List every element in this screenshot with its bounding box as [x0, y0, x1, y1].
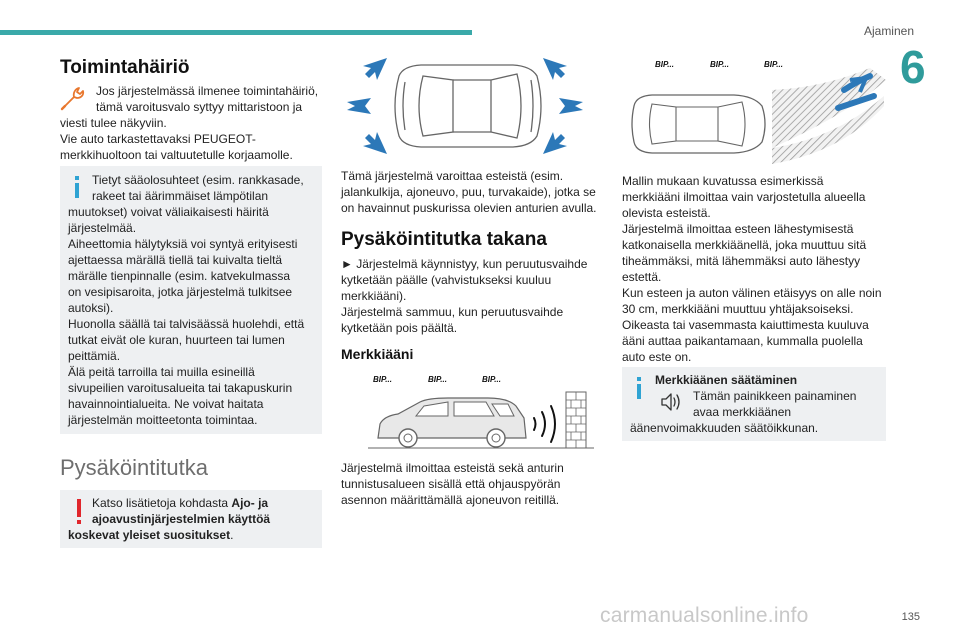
page-number: 135 [901, 611, 920, 623]
info-line: Tietyt sääolosuhteet (esim. rankkasade, [92, 173, 304, 187]
warning-icon [77, 499, 81, 517]
service-wrench-icon [59, 84, 89, 112]
info-line: on vesipisaroita, jotka järjestelmä tulkitsee [68, 285, 293, 299]
c3-line: Oikeasta tai vasemmasta kaiuttimesta kuuluva [622, 318, 869, 332]
c3-line: olevista esteistä. [622, 206, 711, 220]
info-line: muutokset) voivat väliaikaisesti häiritä [68, 205, 269, 219]
warning-line-1: Katso lisätietoja kohdasta Ajo- ja [92, 496, 269, 510]
section-title: Pysäköintitutka [60, 455, 208, 480]
c3-line: ääni auttaa paikantamaan, kummalla puolella [622, 334, 863, 348]
bip-label: BIP... [482, 375, 501, 384]
header-accent-bar [0, 30, 472, 35]
fault-text-3: viesti tulee näkyviin. [60, 116, 167, 130]
fault-text-2: tämä varoitusvalo syttyy mittaristoon ja [96, 100, 303, 114]
c3-line: Järjestelmä ilmoittaa esteen lähestymisestä [622, 222, 854, 236]
warning-box [60, 490, 322, 548]
info-line: tutkat eivät ole kuran, huurteen tai lumen [68, 333, 285, 347]
rear-line: ► Järjestelmä käynnistyy, kun peruutusvaihde [341, 257, 588, 271]
bip-label: BIP... [428, 375, 447, 384]
info-line: havainnointialueita. Ne voivat haitata [68, 397, 264, 411]
adjust-line-3: äänenvoimakkuuden säätöikkunan. [630, 421, 819, 435]
info-line: Aiheettomia hälytyksiä voi syntyä erityisesti [68, 237, 298, 251]
warning-line-2: ajoavustinjärjestelmien käyttöä [92, 512, 271, 526]
fault-title: Toimintahäiriö [60, 57, 190, 78]
fault-text-4: Vie auto tarkastettavaksi PEUGEOT- [60, 132, 256, 146]
info-icon-bar [637, 384, 641, 399]
c3-line: estettä. [622, 270, 662, 284]
info-box [60, 166, 322, 434]
c3-line: Kun esteen ja auton välinen etäisyys on alle noin [622, 286, 882, 300]
fault-text-1: Jos järjestelmässä ilmenee toimintahäiriö, [96, 84, 319, 98]
info-line: Älä peitä tarroilla tai muilla esineillä [68, 365, 255, 379]
adjust-line-1: Tämän painikkeen painaminen [693, 389, 857, 403]
section-header: Ajaminen [863, 24, 914, 38]
info-line: rakeet tai äärimmäiset lämpötilan [92, 189, 269, 203]
warning-icon-dot [77, 520, 81, 524]
adjust-info-box [622, 367, 886, 441]
info-line: järjestelmää. [68, 221, 137, 235]
beep-line: tunnistusalueen sisällä että ohjauspyörän [341, 477, 561, 491]
beep-title: Merkkiääni [341, 346, 414, 362]
rear-line: kytketään pois päältä. [341, 321, 458, 335]
intro-line: Tämä järjestelmä varoittaa esteistä (esim. [341, 169, 564, 183]
info-line: märälle tienpinnalle (esim. katvekulmassa [68, 269, 291, 283]
fault-text-5: merkkihuoltoon tai valtuutetulle korjaamolle. [60, 148, 293, 162]
intro-line: on havainnut puskurissa olevien anturien avulla. [341, 201, 597, 215]
warning-line-3: koskevat yleiset suositukset. [68, 528, 234, 542]
info-line: Huonolla säällä tai talvisäässä huolehdi, että [68, 317, 305, 331]
info-line: autoksi). [68, 301, 114, 315]
rear-line: kytketään päälle (vahvistukseksi kuuluu [341, 273, 552, 287]
bip-label: BIP... [710, 60, 729, 69]
info-icon-bar [75, 183, 79, 198]
rear-line: merkkiääni). [341, 289, 407, 303]
bip-label: BIP... [373, 375, 392, 384]
turning-car-illustration [622, 66, 890, 166]
adjust-line-2: avaa merkkiäänen [693, 405, 792, 419]
c3-line: Mallin mukaan kuvatussa esimerkissä [622, 174, 824, 188]
reversing-car-illustration [368, 388, 594, 452]
c3-line: katkonaisella merkkiäänellä, joka muuttuu sitä [622, 238, 867, 252]
bip-label: BIP... [764, 60, 783, 69]
c3-line: auto este on. [622, 350, 692, 364]
info-line: ajettaessa märällä tiellä tai kuivalta tieltä [68, 253, 283, 267]
bip-label: BIP... [655, 60, 674, 69]
sensor-car-illustration [341, 54, 589, 158]
info-line: peittämiä. [68, 349, 121, 363]
watermark: carmanualsonline.info [600, 604, 809, 627]
info-icon [75, 176, 79, 180]
c3-line: merkkiääni ilmoittaa vain varjostetulla alueella [622, 190, 866, 204]
adjust-title: Merkkiäänen säätäminen [655, 373, 798, 387]
info-line: järjestelmän moitteetonta toimintaa. [68, 413, 258, 427]
speaker-volume-icon [660, 391, 684, 413]
info-icon [637, 377, 641, 381]
beep-line: asennon määrittämällä ajoneuvon reitillä. [341, 493, 560, 507]
rear-radar-title: Pysäköintitutka takana [341, 229, 547, 250]
c3-line: 30 cm, merkkiääni muuttuu yhtäjaksoiseksi. [622, 302, 854, 316]
c3-line: tiheämmäksi, mitä lähemmäksi auto lähestyy [622, 254, 861, 268]
beep-line: Järjestelmä ilmoittaa esteistä sekä anturin [341, 461, 564, 475]
intro-line: jalankulkija, ajoneuvo, puu, turvakaide), jotka se [341, 185, 596, 199]
chapter-number: 6 [900, 41, 926, 93]
info-line: sivupeilien varoitusalueita tai takapuskurin [68, 381, 293, 395]
rear-line: Järjestelmä sammuu, kun peruutusvaihde [341, 305, 564, 319]
